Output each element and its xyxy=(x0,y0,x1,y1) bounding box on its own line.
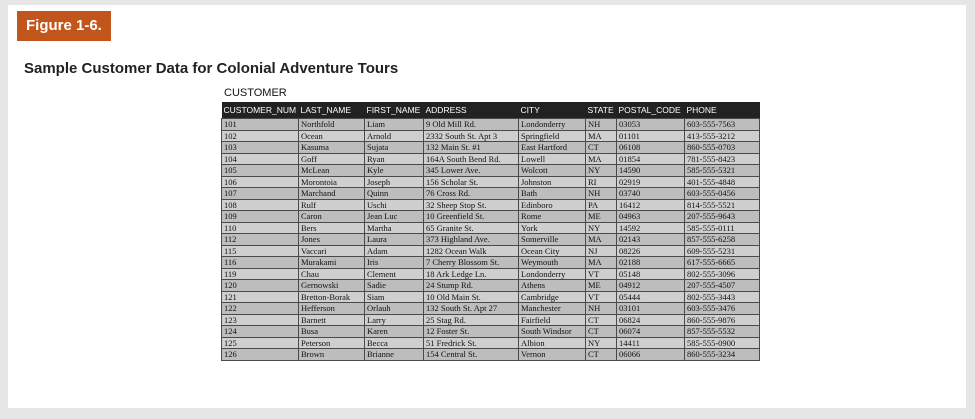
table-cell: Morontoia xyxy=(299,176,365,188)
table-row xyxy=(222,142,760,154)
table-cell: 857-555-5532 xyxy=(685,326,760,338)
table-cell: 164A South Bend Rd. xyxy=(424,153,519,165)
table-cell: 02188 xyxy=(617,257,685,269)
column-header: LAST_NAME xyxy=(299,102,365,119)
table-cell: 51 Fredrick St. xyxy=(424,337,519,349)
table-cell: 06824 xyxy=(617,314,685,326)
table-cell: 119 xyxy=(222,268,299,280)
table-cell: 132 Main St. #1 xyxy=(424,142,519,154)
table-cell: Wolcott xyxy=(519,165,586,177)
table-cell: 24 Stump Rd. xyxy=(424,280,519,292)
table-cell: 617-555-6665 xyxy=(685,257,760,269)
table-cell: Londonderry xyxy=(519,119,586,131)
table-cell: 609-555-5231 xyxy=(685,245,760,257)
table-row xyxy=(222,349,760,361)
figure-caption: Sample Customer Data for Colonial Adventure Tours xyxy=(24,60,399,77)
table-cell: Bretton-Borak xyxy=(299,291,365,303)
table-cell: Sadie xyxy=(365,280,424,292)
table-cell: MA xyxy=(586,234,617,246)
table-row xyxy=(222,234,760,246)
table-cell: 401-555-4848 xyxy=(685,176,760,188)
table-cell: Barnett xyxy=(299,314,365,326)
table-cell: 104 xyxy=(222,153,299,165)
table-cell: Bath xyxy=(519,188,586,200)
table-row xyxy=(222,314,760,326)
table-cell: 120 xyxy=(222,280,299,292)
table-cell: 585-555-5321 xyxy=(685,165,760,177)
table-cell: 108 xyxy=(222,199,299,211)
table-cell: 413-555-3212 xyxy=(685,130,760,142)
table-cell: Manchester xyxy=(519,303,586,315)
table-cell: 05148 xyxy=(617,268,685,280)
table-cell: South Windsor xyxy=(519,326,586,338)
table-cell: NJ xyxy=(586,245,617,257)
table-cell: Caron xyxy=(299,211,365,223)
table-row xyxy=(222,326,760,338)
table-cell: Joseph xyxy=(365,176,424,188)
table-cell: ME xyxy=(586,211,617,223)
table-row xyxy=(222,211,760,223)
table-cell: York xyxy=(519,222,586,234)
table-row xyxy=(222,176,760,188)
table-cell: Liam xyxy=(365,119,424,131)
table-cell: Arnold xyxy=(365,130,424,142)
table-cell: 814-555-5521 xyxy=(685,199,760,211)
table-cell: Murakami xyxy=(299,257,365,269)
table-body xyxy=(222,119,760,361)
table-row xyxy=(222,165,760,177)
table-cell: 802-555-3443 xyxy=(685,291,760,303)
table-cell: 860-555-9876 xyxy=(685,314,760,326)
table-cell: 156 Scholar St. xyxy=(424,176,519,188)
table-cell: 04963 xyxy=(617,211,685,223)
table-cell: Jones xyxy=(299,234,365,246)
table-cell: 02143 xyxy=(617,234,685,246)
table-row xyxy=(222,257,760,269)
table-row xyxy=(222,153,760,165)
table-row xyxy=(222,303,760,315)
table-cell: 124 xyxy=(222,326,299,338)
table-cell: 7 Cherry Blossom St. xyxy=(424,257,519,269)
table-cell: Gernowski xyxy=(299,280,365,292)
table-cell: Lowell xyxy=(519,153,586,165)
table-row xyxy=(222,119,760,131)
table-cell: 112 xyxy=(222,234,299,246)
column-header: PHONE xyxy=(685,102,760,119)
table-cell: 857-555-6258 xyxy=(685,234,760,246)
table-cell: 154 Central St. xyxy=(424,349,519,361)
table-cell: Rome xyxy=(519,211,586,223)
table-cell: CT xyxy=(586,142,617,154)
table-row xyxy=(222,222,760,234)
table-cell: McLean xyxy=(299,165,365,177)
table-cell: 106 xyxy=(222,176,299,188)
table-cell: Uschi xyxy=(365,199,424,211)
table-cell: 126 xyxy=(222,349,299,361)
table-cell: 06066 xyxy=(617,349,685,361)
column-header: STATE xyxy=(586,102,617,119)
table-cell: 585-555-0900 xyxy=(685,337,760,349)
table-cell: VT xyxy=(586,268,617,280)
table-cell: NY xyxy=(586,337,617,349)
table-cell: 102 xyxy=(222,130,299,142)
table-cell: 06074 xyxy=(617,326,685,338)
table-cell: 603-555-3476 xyxy=(685,303,760,315)
table-cell: MA xyxy=(586,130,617,142)
column-header: POSTAL_CODE xyxy=(617,102,685,119)
table-cell: 01101 xyxy=(617,130,685,142)
table-cell: Springfield xyxy=(519,130,586,142)
table-cell: 115 xyxy=(222,245,299,257)
column-header: CUSTOMER_NUM xyxy=(222,102,299,119)
table-cell: PA xyxy=(586,199,617,211)
table-cell: Kasuma xyxy=(299,142,365,154)
table-row xyxy=(222,268,760,280)
table-row xyxy=(222,130,760,142)
table-cell: 01854 xyxy=(617,153,685,165)
table-cell: 12 Foster St. xyxy=(424,326,519,338)
table-cell: Ocean xyxy=(299,130,365,142)
table-cell: 2332 South St. Apt 3 xyxy=(424,130,519,142)
table-cell: NH xyxy=(586,303,617,315)
table-cell: Ocean City xyxy=(519,245,586,257)
table-cell: 65 Granite St. xyxy=(424,222,519,234)
table-cell: Ryan xyxy=(365,153,424,165)
table-cell: 101 xyxy=(222,119,299,131)
table-cell: 25 Stag Rd. xyxy=(424,314,519,326)
table-cell: Marchand xyxy=(299,188,365,200)
table-cell: Martha xyxy=(365,222,424,234)
table-cell: 04912 xyxy=(617,280,685,292)
table-cell: NY xyxy=(586,222,617,234)
table-cell: NH xyxy=(586,119,617,131)
table-cell: Somerville xyxy=(519,234,586,246)
table-cell: Kyle xyxy=(365,165,424,177)
table-cell: 373 Highland Ave. xyxy=(424,234,519,246)
table-cell: 123 xyxy=(222,314,299,326)
table-cell: 125 xyxy=(222,337,299,349)
table-cell: 121 xyxy=(222,291,299,303)
table-cell: Weymouth xyxy=(519,257,586,269)
table-row xyxy=(222,291,760,303)
table-cell: Londonderry xyxy=(519,268,586,280)
table-cell: 14411 xyxy=(617,337,685,349)
table-cell: 14592 xyxy=(617,222,685,234)
table-header-row xyxy=(222,102,760,119)
table-cell: 03740 xyxy=(617,188,685,200)
table-cell: Quinn xyxy=(365,188,424,200)
customer-table xyxy=(221,102,760,361)
table-cell: VT xyxy=(586,291,617,303)
table-cell: Jean Luc xyxy=(365,211,424,223)
table-cell: 603-555-0456 xyxy=(685,188,760,200)
table-cell: Peterson xyxy=(299,337,365,349)
column-header: ADDRESS xyxy=(424,102,519,119)
table-cell: Iris xyxy=(365,257,424,269)
table-cell: 05444 xyxy=(617,291,685,303)
table-cell: 105 xyxy=(222,165,299,177)
table-cell: Karen xyxy=(365,326,424,338)
table-cell: Adam xyxy=(365,245,424,257)
column-header: FIRST_NAME xyxy=(365,102,424,119)
table-cell: Cambridge xyxy=(519,291,586,303)
table-cell: Goff xyxy=(299,153,365,165)
table-cell: Rulf xyxy=(299,199,365,211)
table-cell: Brown xyxy=(299,349,365,361)
table-cell: CT xyxy=(586,326,617,338)
table-cell: Clement xyxy=(365,268,424,280)
table-cell: NH xyxy=(586,188,617,200)
table-row xyxy=(222,245,760,257)
table-cell: Chau xyxy=(299,268,365,280)
table-cell: Bers xyxy=(299,222,365,234)
table-cell: 9 Old Mill Rd. xyxy=(424,119,519,131)
table-cell: 860-555-3234 xyxy=(685,349,760,361)
table-cell: RI xyxy=(586,176,617,188)
table-cell: Laura xyxy=(365,234,424,246)
table-cell: 122 xyxy=(222,303,299,315)
table-cell: 107 xyxy=(222,188,299,200)
table-cell: 1282 Ocean Walk xyxy=(424,245,519,257)
column-header: CITY xyxy=(519,102,586,119)
table-name: CUSTOMER xyxy=(224,87,287,99)
table-cell: 132 South St. Apt 27 xyxy=(424,303,519,315)
table-cell: CT xyxy=(586,349,617,361)
table-cell: 207-555-9643 xyxy=(685,211,760,223)
table-row xyxy=(222,188,760,200)
table-cell: Becca xyxy=(365,337,424,349)
table-cell: 781-555-8423 xyxy=(685,153,760,165)
table-cell: Athens xyxy=(519,280,586,292)
table-cell: East Hartford xyxy=(519,142,586,154)
table-cell: 103 xyxy=(222,142,299,154)
table-cell: Brianne xyxy=(365,349,424,361)
table-cell: Edinboro xyxy=(519,199,586,211)
table-row xyxy=(222,280,760,292)
table-cell: Vaccari xyxy=(299,245,365,257)
figure-label: Figure 1-6. xyxy=(17,11,111,41)
table-cell: 860-555-0703 xyxy=(685,142,760,154)
table-row xyxy=(222,337,760,349)
table-cell: Sujata xyxy=(365,142,424,154)
table-cell: 585-555-0111 xyxy=(685,222,760,234)
table-cell: Larry xyxy=(365,314,424,326)
table-cell: ME xyxy=(586,280,617,292)
table-cell: 10 Greenfield St. xyxy=(424,211,519,223)
table-cell: 16412 xyxy=(617,199,685,211)
table-cell: 08226 xyxy=(617,245,685,257)
table-cell: Fairfield xyxy=(519,314,586,326)
table-cell: 603-555-7563 xyxy=(685,119,760,131)
table-cell: MA xyxy=(586,257,617,269)
table-cell: 06108 xyxy=(617,142,685,154)
table-cell: Vernon xyxy=(519,349,586,361)
table-cell: 802-555-3096 xyxy=(685,268,760,280)
table-cell: 03053 xyxy=(617,119,685,131)
table-cell: CT xyxy=(586,314,617,326)
table-cell: MA xyxy=(586,153,617,165)
table-cell: Busa xyxy=(299,326,365,338)
table-cell: 18 Ark Ledge Ln. xyxy=(424,268,519,280)
table-cell: 76 Cross Rd. xyxy=(424,188,519,200)
table-cell: 14590 xyxy=(617,165,685,177)
table-cell: 345 Lower Ave. xyxy=(424,165,519,177)
table-cell: 116 xyxy=(222,257,299,269)
table-cell: 03101 xyxy=(617,303,685,315)
table-cell: 110 xyxy=(222,222,299,234)
table-cell: Siam xyxy=(365,291,424,303)
table-cell: Northfold xyxy=(299,119,365,131)
table-cell: Johnston xyxy=(519,176,586,188)
table-cell: 02919 xyxy=(617,176,685,188)
table-cell: Hefferson xyxy=(299,303,365,315)
table-cell: 32 Sheep Stop St. xyxy=(424,199,519,211)
table-row xyxy=(222,199,760,211)
table-cell: Albion xyxy=(519,337,586,349)
table-cell: NY xyxy=(586,165,617,177)
table-cell: 109 xyxy=(222,211,299,223)
table-cell: 10 Old Main St. xyxy=(424,291,519,303)
table-cell: Orlauh xyxy=(365,303,424,315)
table-cell: 207-555-4507 xyxy=(685,280,760,292)
